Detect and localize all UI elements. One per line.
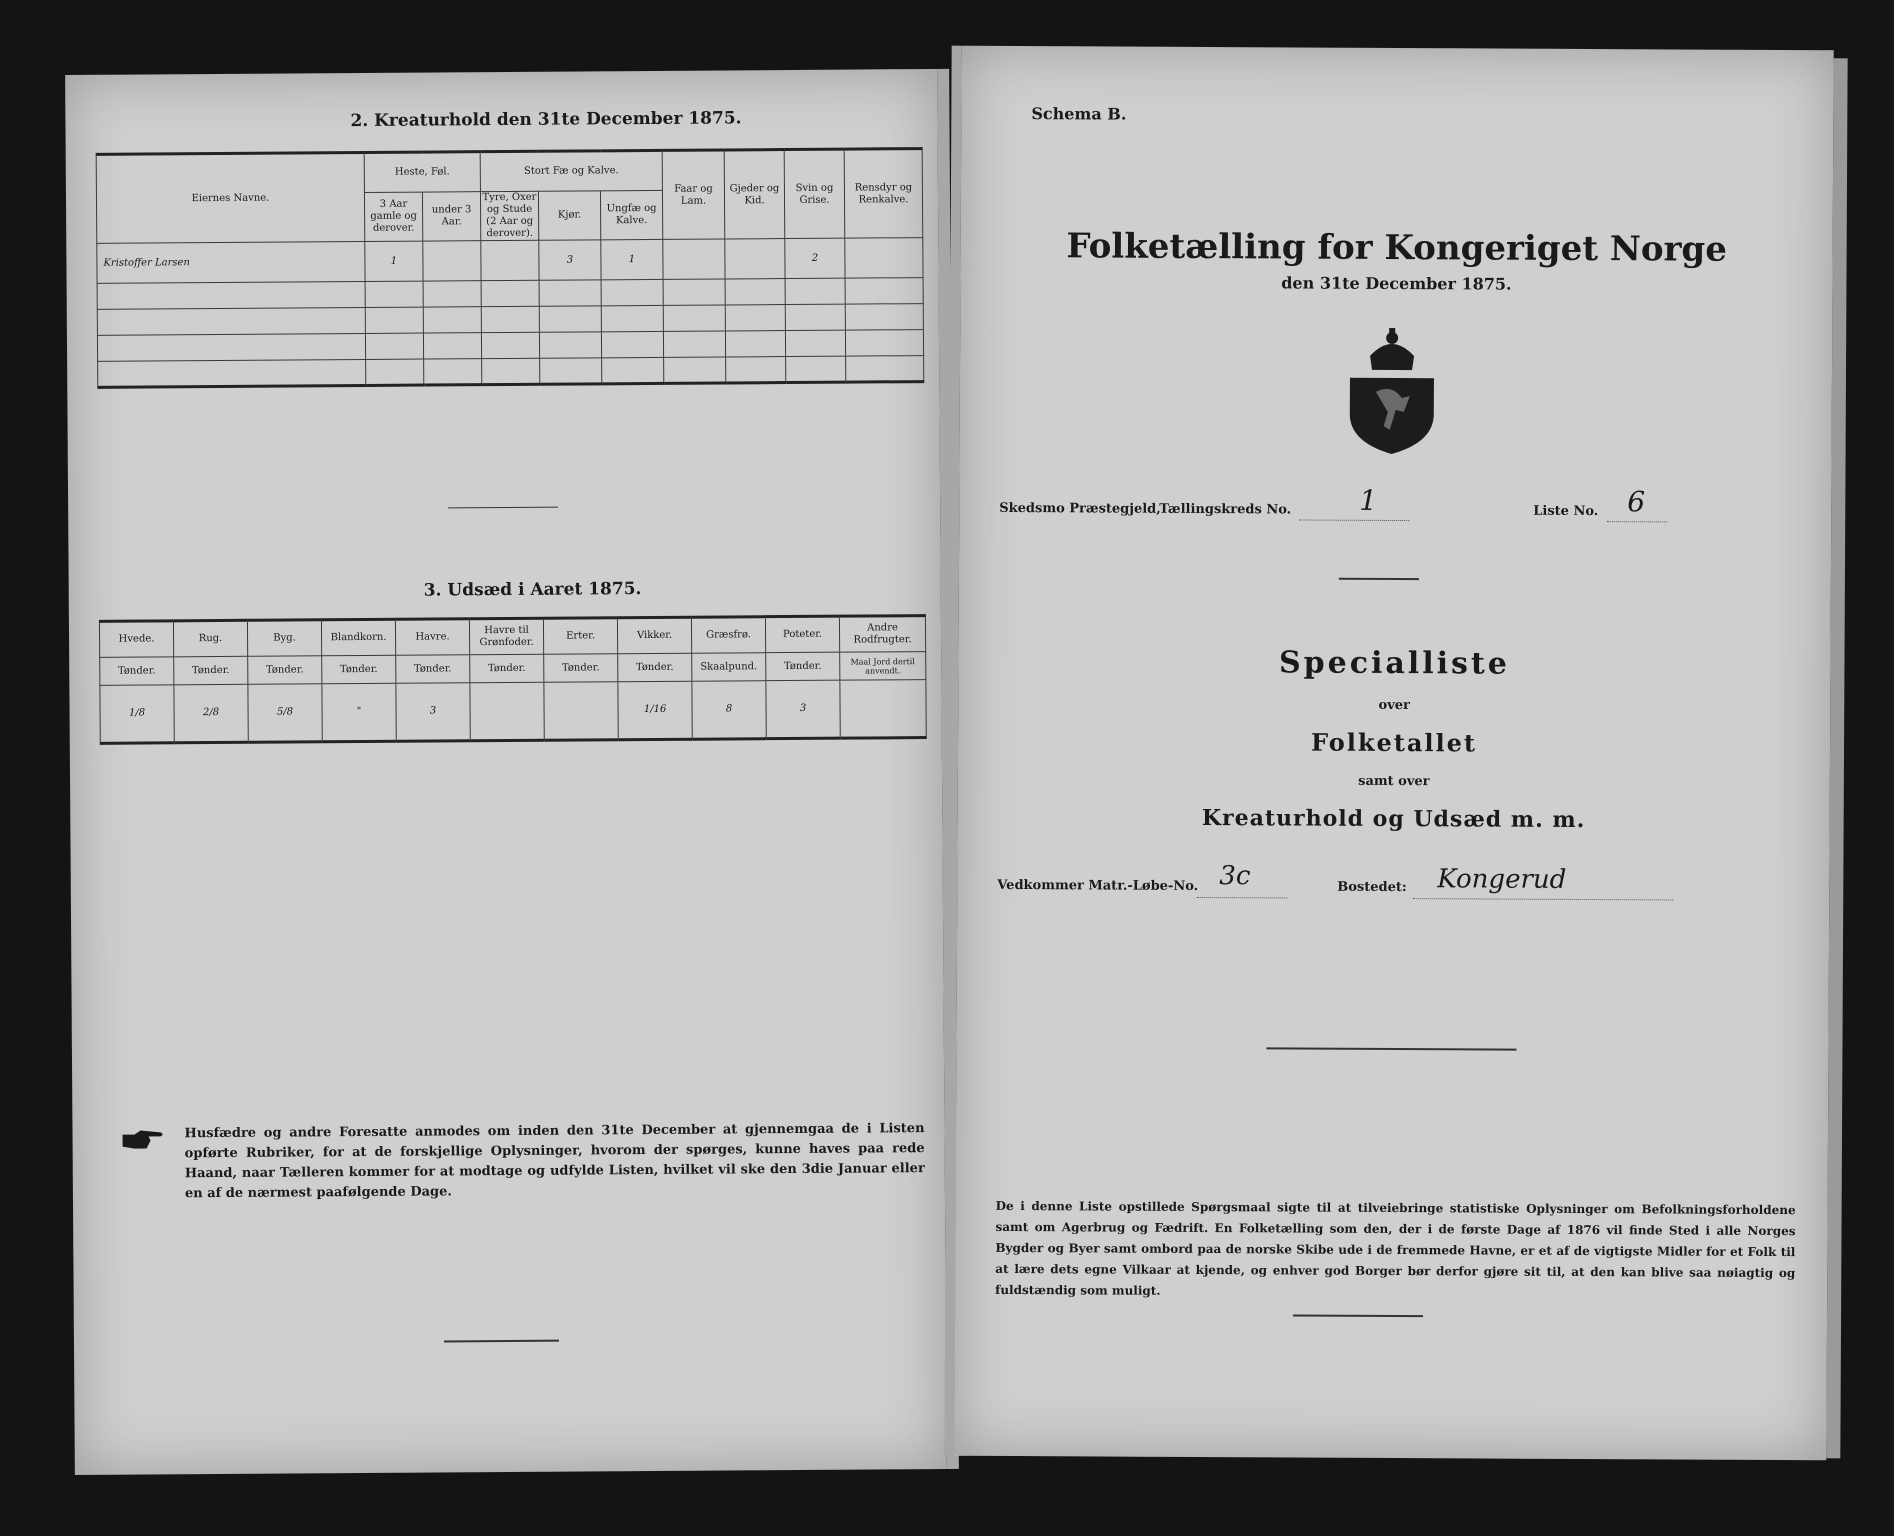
fill-line — [1197, 897, 1287, 898]
population-subject: Folketallet — [1310, 727, 1478, 758]
bulls-cell — [481, 240, 539, 280]
col-pigs-header: Svin og Grise. — [784, 149, 845, 238]
over-text: over — [1378, 697, 1410, 714]
fill-line — [1299, 520, 1409, 522]
sow-header-erter: Erter. — [543, 618, 617, 655]
col-reindeer-header: Rensdyr og Renkalve. — [844, 149, 923, 239]
sow-value-gronfoder — [470, 682, 544, 741]
table-row — [100, 680, 926, 744]
sow-unit: Tønder. — [544, 654, 618, 683]
sow-value-havre: 3 — [396, 683, 470, 742]
pointing-hand-icon — [120, 1126, 164, 1152]
horses-old-cell: 1 — [365, 241, 423, 281]
reindeer-cell — [845, 238, 923, 279]
livestock-title: 2. Kreaturhold den 31te December 1875. — [350, 108, 742, 132]
sow-unit: Tønder. — [322, 655, 396, 684]
sow-value-rug: 2/8 — [174, 684, 248, 743]
sow-unit: Skaalpund. — [692, 653, 766, 682]
sow-header-byg: Byg. — [247, 620, 321, 657]
sow-unit: Tønder. — [248, 656, 322, 685]
schema-label: Schema B. — [1031, 104, 1127, 124]
sow-header-hvede: Hvede. — [99, 621, 173, 658]
district-value: 1 — [1359, 483, 1378, 517]
right-page — [954, 46, 1833, 1461]
sow-header-vikker: Vikker. — [617, 617, 691, 654]
sow-value-graesfro: 8 — [692, 681, 766, 740]
matr-label: Vedkommer Matr.-Løbe-No. — [997, 877, 1199, 894]
sow-header-havre: Havre. — [395, 619, 469, 656]
sow-value-hvede: 1/8 — [100, 685, 174, 744]
matr-value: 3c — [1219, 861, 1251, 892]
col-horses-old-header: 3 Aar gamle og derover. — [364, 192, 422, 241]
sow-header-graesfro: Græsfrø. — [691, 617, 765, 654]
col-horses-young-header: under 3 Aar. — [422, 192, 480, 241]
sow-value-blandkorn: " — [322, 683, 396, 742]
col-bulls-header: Tyre, Oxer og Stude (2 Aar og derover). — [480, 191, 538, 240]
sheep-cell — [663, 239, 725, 279]
horses-young-cell — [423, 241, 481, 281]
list-label: Liste No. — [1533, 503, 1599, 520]
samt-over-text: samt over — [1358, 773, 1430, 790]
table-row — [97, 238, 923, 284]
table-row — [98, 356, 924, 388]
livestock-subject: Kreaturhold og Udsæd m. m. — [1201, 804, 1586, 834]
fill-line — [1607, 521, 1667, 522]
district-label: Tællingskreds No. — [1159, 501, 1292, 518]
young-cattle-cell: 1 — [601, 239, 663, 279]
sow-header-rodfrugter: Andre Rodfrugter. — [839, 616, 925, 653]
sow-value-poteter: 3 — [766, 680, 840, 739]
cows-cell: 3 — [539, 240, 601, 280]
notice-text: Husfædre og andre Foresatte anmodes om inden den 31te December at gjennemgaa de i Listen opførte Rubriker, for at de forskjellige Oplysninger, hvorom der spørges, kunne haves paa rede Haand, naar Tælleren kommer for at modtage og udfylde Listen, hvilket vil ske den 3die Januar eller en af de nærmest paafølgende Dage. — [184, 1121, 925, 1202]
fill-line — [1413, 898, 1673, 900]
sowing-title: 3. Udsæd i Aaret 1875. — [423, 579, 642, 601]
footer-text: De i denne Liste opstillede Spørgsmaal sigte til at tilveiebringe statistiske Oplysninger om Befolkningsforholdene samt om Agerbrug og Fædrift. En Folketælling som den, der i de første Dage af 1876 vil finde Sted i alle Norges Bygder og Byer samt ombord paa de norske Skibe ude i de fremmede Havne, er et af de vigtigste Midler for et Folk til at lære dets egne Vilkaar at kjende, og enhver god Borger bør derfor gjøre sit til, at den kan blive saa nøiagtig og fuldstændig som muligt. — [995, 1198, 1796, 1298]
col-cows-header: Kjør. — [538, 191, 600, 240]
divider — [444, 1340, 559, 1343]
col-sheep-header: Faar og Lam. — [662, 150, 725, 239]
sow-value-rodfrugter — [840, 680, 926, 739]
left-page — [65, 69, 947, 1475]
place-value: Kongerud — [1437, 864, 1567, 895]
sow-header-blandkorn: Blandkorn. — [321, 619, 395, 656]
sow-unit: Tønder. — [766, 652, 840, 681]
divider — [1266, 1047, 1516, 1050]
sow-value-vikker: 1/16 — [618, 681, 692, 740]
special-list-title: Specialliste — [1278, 645, 1510, 682]
census-date: den 31te December 1875. — [1281, 273, 1512, 294]
col-goats-header: Gjeder og Kid. — [724, 150, 785, 239]
sow-value-byg: 5/8 — [248, 684, 322, 743]
divider — [1339, 578, 1419, 580]
divider — [1293, 1314, 1423, 1317]
col-owner-header: Eiernes Navne. — [96, 152, 365, 243]
col-young-cattle-header: Ungfæ og Kalve. — [600, 190, 662, 239]
sow-unit: Tønder. — [174, 656, 248, 685]
sowing-table — [99, 614, 927, 745]
group-horses-header: Heste, Føl. — [364, 152, 480, 193]
group-cattle-header: Stort Fæ og Kalve. — [480, 150, 662, 191]
goats-cell — [725, 239, 785, 279]
parish-label: Skedsmo Præstegjeld, — [999, 500, 1161, 517]
norway-coat-of-arms-icon — [1340, 326, 1445, 457]
sow-unit: Tønder. — [100, 657, 174, 686]
livestock-table — [96, 147, 925, 389]
sow-unit: Tønder. — [470, 654, 544, 683]
sow-header-rug: Rug. — [173, 620, 247, 657]
pigs-cell: 2 — [785, 238, 845, 278]
sow-header-gronfoder: Havre til Grønfoder. — [469, 618, 543, 655]
divider — [448, 507, 558, 509]
sow-unit: Tønder. — [618, 653, 692, 682]
owner-cell: Kristoffer Larsen — [97, 241, 365, 283]
sow-unit: Maal Jord dertil anvendt. — [840, 652, 926, 681]
sow-unit: Tønder. — [396, 655, 470, 684]
sow-header-poteter: Poteter. — [765, 616, 839, 653]
place-label: Bostedet: — [1337, 879, 1407, 896]
list-value: 6 — [1627, 485, 1646, 519]
census-title: Folketælling for Kongeriget Norge — [1066, 226, 1727, 270]
sow-value-erter — [544, 682, 618, 741]
